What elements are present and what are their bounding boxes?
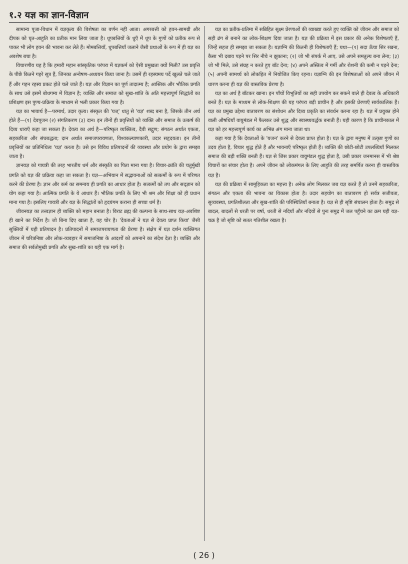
paragraph: यज्ञ का भावार्थ है—परमार्थ, उदार कृत्य। संस्कृत की 'यज्' धातु से 'यज्ञ' शब्द बना है, जिसके तीन अर्थ होते हैं—(१) देवपूजन (२) संगतिकरण (३) दान। इन तीनों ही प्रवृत्तियों को व्यक्ति और समाज के उत्कर्ष की दिव्य धाराएँ कहा जा सकता है। देवत्व का अर्थ है—परिष्कृत व्यक्तित्व, दैवी सद्गुण; संगठन अर्थात एकता, सहकारिता और संघबद्धता; दान अर्थात समाजपरायणता, विश्वकल्याणकारी, उदार सहृदयता। इन तीनों प्रवृत्तियों का प्रतिनिधित्व 'यज्ञ' करता है। उसे इन विविध प्रतिपादनों की व्यवस्था और प्रयोग के द्वारा समझा जाता है।	[9, 108, 200, 161]
paragraph: सामान्य पूजा-विधान में यज्ञकृत्य की विशेषता का वर्णन नहीं आता। अगरबत्ती को हवन-सामग्री और दीपक को घृत-आहुति का प्रतीक मान लिया जाता है। धूपबत्तियों के धुएँ में धूप के गुणों को प्रतीक रूप से पाकर भी लोग हवन की भावना कर लेते हैं। मोमबत्तियाँ, धूपबत्तियाँ जलाने जैसी प्रथाओं के रूप में ही यज्ञ का अवशेष बचा है।	[9, 27, 200, 61]
paragraph: यज्ञ की प्रक्रिया में सामूहिकता का महत्त्व है। अनेक लोग मिलकर जब यज्ञ करते हैं तो उनमें सहकारिता, संगठन और एकता की भावना का विकास होता है। उदार सहयोग का वातावरण हो सर्वत्र सजीवता, सुव्यवस्था, प्रगतिशीलता और सुख-शांति की परिस्थितियाँ बनाता है। यज्ञ से ही सृष्टि संचालन होता है। समुद्र से बादल, बादलों से धरती पर वर्षा, धरती से नदियाँ और नदियों से पुनः समुद्र में जल पहुँचने का क्रम यही यज्ञ-चक्र है जो सृष्टि को सतत गतिशील रखता है।	[208, 181, 399, 224]
paragraph: विचारणीय यह है कि हमारी महान सांस्कृतिक परंपरा में यज्ञकर्म को ऐसी प्रमुखता क्यों मिली? उस प्रवृत्ति के पीछे कितने गहरे सूत्र हैं, जिनका अन्वेषण-अध्ययन किया जाना है। उसमें ही रहस्यमय पर्दे खुलते चले जाते हैं और गहन रहस्य प्रकट होते चले जाते हैं। यज्ञ और विज्ञान का पूर्ण तादात्म्य है; आस्तिक और भौतिक प्रगति के साथ उसे इसमें बोधगम्य में विज्ञान है; व्यक्ति और समाज को सुख-शांति के अति महत्त्वपूर्ण सिद्धांतों का प्रशिक्षण इस पुण्य-प्रक्रिया के माध्यम से भली प्रकार किया गया है।	[9, 63, 200, 106]
paragraph: यज्ञ का प्रतीक-प्रतिमा में सन्निहित सूक्ष्म प्रेरणाओं की व्याख्या करते हुए व्यक्ति को जीवन और समाज को सही ढंग से बनाने का लोक-शिक्षण दिया जाता है। यज्ञ की प्रक्रिया में इस प्रकार की अनेक विशेषताएँ हैं, जिन्हें सहज ही समझा जा सकता है। यज्ञाग्नि की कितनी ही विशेषताएँ हैं; यथा—(१) सदा ऊँचा सिर रखना, कैसा भी दबाव पड़ने पर सिर नीचे न झुकाना; (२) जो भी संपर्क में आए, उसे अपने समतुल्य बना लेना; (३) जो भी मिले, उसे संग्रह न करते हुए बाँट देना; (४) अपने अस्तित्व में गर्मी और रोशनी की कमी न पड़ने देना; (५) अपनी सामर्थ्य को लोकहित में नियोजित किए रहना। यज्ञाग्नि की इन विशेषताओं को अपने जीवन में धारण करना ही यज्ञ की वास्तविक प्रेरणा है।	[208, 27, 399, 88]
paragraph: कहा गया है कि देवताओं के 'यजन' करने से देवत्व प्राप्त होता है। यज्ञ के द्वारा मनुष्य में उत्कृष्ट गुणों का उदय होता है, विचार शुद्ध होते हैं और भावनाएँ परिष्कृत होती हैं। व्यक्ति की छोटी-छोटी उपलब्धियाँ मिलकर समाज की बड़ी शक्ति बनती हैं। यज्ञ से जिस प्रकार वायुमंडल शुद्ध होता है, उसी प्रकार जनमानस में भी श्रेष्ठ विचारों का संचार होता है। अपने जीवन को लोकमंगल के लिए आहुति की तरह समर्पित करना ही वास्तविक यज्ञ है।	[208, 136, 399, 179]
two-column-body	[9, 26, 399, 541]
column-divider	[204, 26, 205, 541]
page-number: ( 26 )	[193, 551, 215, 560]
section-title: १.२ यज्ञ का ज्ञान-विज्ञान	[9, 10, 89, 21]
page-footer	[0, 551, 408, 560]
paragraph: ज्ञानयज्ञ को गायत्री की तरह भारतीय धर्म और संस्कृति का पिता माना गया है। विचार-क्रांति की चतुर्मुखी प्रगति को यज्ञ की प्रक्रिया कहा जा सकता है। यज्ञ—अभियान में सद्भावनाओं को सत्कर्मों के रूप में परिणत करने की प्रेरणा है। ज्ञान और कर्म का समन्वय ही प्रगति का आधार होता है। सत्कर्मों को तप और सद्ज्ञान को योग कहा गया है। आत्मिक प्रगति के ये आधार हैं। भौतिक प्रगति के लिए भी श्रम और शिक्षा को ही प्रधान माना गया है। इसलिए गायत्री और यज्ञ के सिद्धांतों को हृदयंगम कराना ही सच्चा धर्म है।	[9, 163, 200, 206]
paragraph: जीवनयज्ञ का तत्त्वज्ञान ही व्यक्ति को महान बनाता है। विराट ब्रह्म की कल्पना के साथ-साथ यज्ञ-अवशिष्ट ही खाने का निर्देश है। जो बिना दिए खाता है, वह चोर है। 'देवताओं ने यज्ञ से देवत्व प्राप्त किया' जैसी सूक्तियों में यही प्रतिपादन है। प्रतिपादनों में समाजपरायणता की प्रेरणा है। संक्षेप में यज्ञ दर्शन व्यक्तिगत जीवन में चरित्रनिष्ठा और लोक-व्यवहार में समाजनिष्ठा के आदर्शों को अपनाने का संदेश देता है। व्यक्ति और समाज की सर्वतोमुखी प्रगति और सुख-शांति का यही एक मार्ग है।	[9, 208, 200, 252]
paragraph: यज्ञ का अर्थ है बाँटकर खाना। इन पाँचों विभूतियों का सही उपयोग कर सकने वाले ही देवत्व के अधिकारी बनते हैं। यज्ञ के माध्यम से लोक-शिक्षण की यह परंपरा बड़ी प्राचीन है और इसकी प्रेरणाएँ सार्वकालिक हैं। यज्ञ का प्रमुख उद्देश्य वातावरण का संशोधन और दिव्य प्रकृति का संवर्धन करना रहा है। यज्ञ में प्रयुक्त होने वाली औषधियाँ वायुमंडल में फैलकर उसे शुद्ध और स्वास्थ्यवर्द्धक बनाती हैं। यही कारण है कि प्राचीनकाल में यज्ञ को हर महत्त्वपूर्ण कार्य का अभिन्न अंग माना जाता था।	[208, 90, 399, 134]
right-column	[208, 26, 399, 541]
left-column	[9, 26, 200, 541]
page-header	[9, 6, 399, 23]
